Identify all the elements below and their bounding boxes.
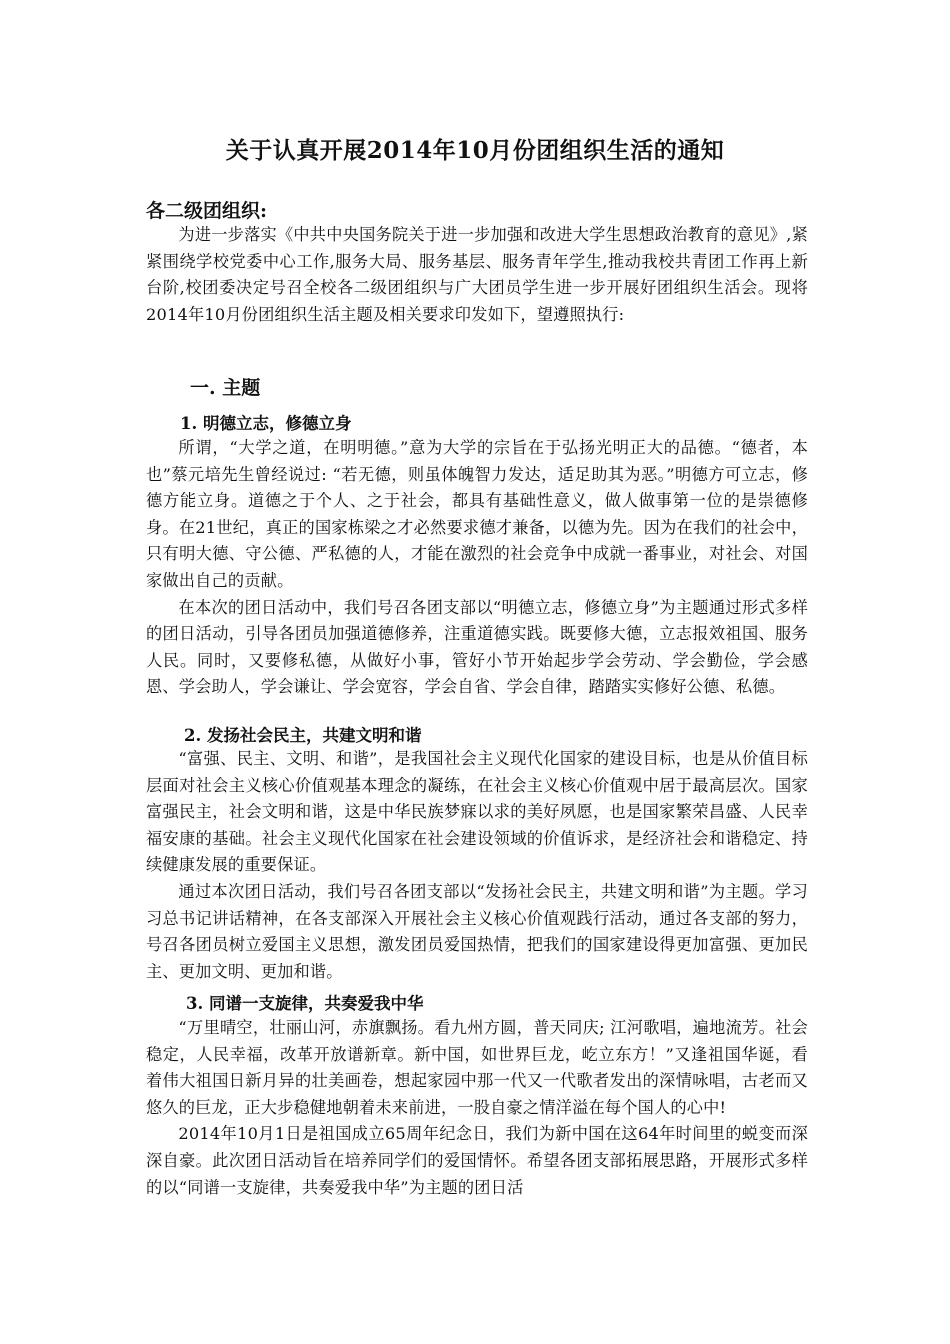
section-heading-theme: 一. 主题 [190, 377, 261, 399]
document-title: 关于认真开展2014年10月份团组织生活的通知 [225, 137, 725, 164]
theme-3-heading: 3. 同谱一支旋律，共奏爱我中华 [186, 994, 424, 1013]
intro-block [146, 222, 808, 328]
theme-3-paragraph-1: “万里晴空，壮丽山河，赤旗飘扬。看九州方圆，普天同庆; 江河歌唱，遍地流芳。社会稳定，人民幸福，改革开放谱新章。新中国，如世界巨龙，屹立东方！”又逢祖国华诞，看着伟大祖国日新月异的壮美画卷，想起家园中那一代又一代歌者发出的深情咏唱，古老而又悠久的巨龙，正大步稳健地朝着未来前进，一股自豪之情洋溢在每个国人的心中! [146, 1018, 808, 1117]
theme-2-paragraph-1: “富强、民主、文明、和谐”，是我国社会主义现代化国家的建设目标，也是从价值目标层面对社会主义核心价值观基本理念的凝练，在社会主义核心价值观中居于最高层次。国家富强民主，社会文明和谐，这是中华民族梦寐以求的美好夙愿，也是国家繁荣昌盛、人民幸福安康的基础。社会主义现代化国家在社会建设领域的价值诉求，是经济社会和谐稳定、持续健康发展的重要保证。 [146, 749, 808, 875]
theme-2-heading: 2. 发扬社会民主，共建文明和谐 [184, 726, 422, 745]
theme-3-paragraph-2: 2014年10月1日是祖国成立65周年纪念日，我们为新中国在这64年时间里的蜕变而深深自豪。此次团日活动旨在培养同学们的爱国情怀。希望各团支部拓展思路，开展形式多样的以“同谱一支旋律，共奏爱我中华”为主题的团日活 [146, 1124, 808, 1197]
theme-3-body [146, 1015, 808, 1201]
theme-1-paragraph-1: 所谓，“大学之道，在明明德。”意为大学的宗旨在于弘扬光明正大的品德。“德者，本也”蔡元培先生曾经说过: “若无德，则虽体魄智力发达，适足助其为恶。”明德方可立志，修德方能立身。道德之于个人、之于社会，都具有基础性意义，做人做事第一位的是崇德修身。在21世纪，真正的国家栋梁之才必然要求德才兼备，以德为先。因为在我们的社会中，只有明大德、守公德、严私德的人，才能在激烈的社会竞争中成就一番事业，对社会、对国家做出自己的贡献。 [146, 438, 808, 590]
theme-1-paragraph-2: 在本次的团日活动中，我们号召各团支部以“明德立志，修德立身”为主题通过形式多样的团日活动，引导各团员加强道德修养，注重道德实践。既要修大德，立志报效祖国、服务人民。同时，又要修私德，从做好小事，管好小节开始起步学会劳动、学会勤俭，学会感恩、学会助人，学会谦让、学会宽容，学会自省、学会自律，踏踏实实修好公德、私德。 [146, 597, 808, 697]
theme-1-heading: 1. 明德立志，修德立身 [180, 414, 352, 433]
theme-1-body [146, 435, 808, 701]
theme-2-body [146, 746, 808, 985]
intro-paragraph: 为进一步落实《中共中央国务院关于进一步加强和改进大学生思想政治教育的意见》,紧紧围绕学校党委中心工作,服务大局、服务基层、服务青年学生,推动我校共青团工作再上新台阶,校团委决定号召全校各二级团组织与广大团员学生进一步开展好团组织生活会。现将2014年10月份团组织生活主题及相关要求印发如下，望遵照执行: [146, 225, 808, 324]
theme-2-paragraph-2: 通过本次团日活动，我们号召各团支部以“发扬社会民主，共建文明和谐”为主题。学习习总书记讲话精神，在各支部深入开展社会主义核心价值观践行活动，通过各支部的努力，号召各团员树立爱国主义思想，激发团员爱国热情，把我们的国家建设得更加富强、更加民主、更加文明、更加和谐。 [146, 881, 808, 981]
salutation: 各二级团组织: [146, 200, 268, 222]
